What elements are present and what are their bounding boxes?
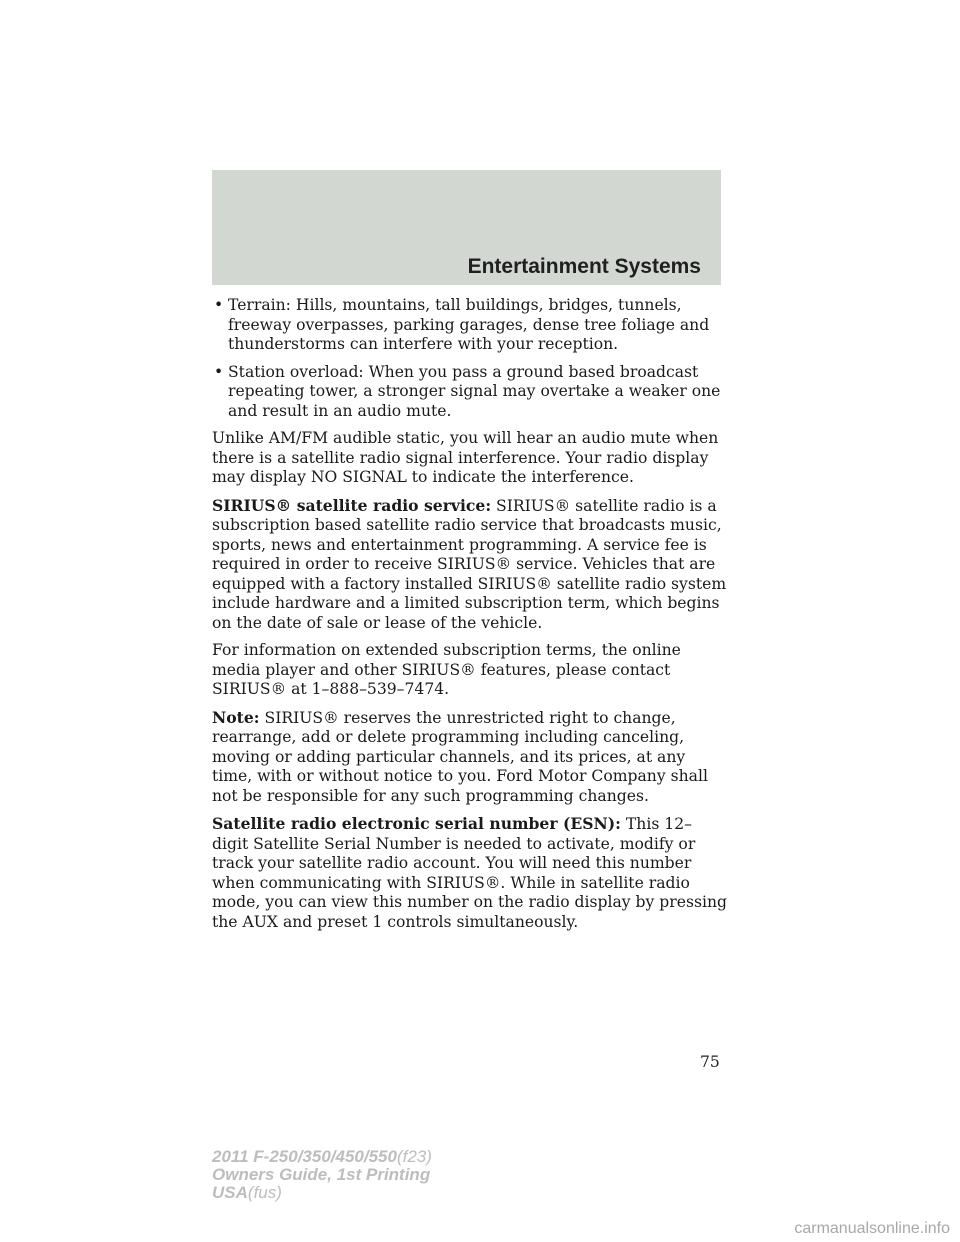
bullet-symbol: • [214, 362, 224, 381]
paragraph-text: For information on extended subscription terms, the online media player and other SIRIUS® features, please contact SIRIUS® at 1–888–539–7474. [212, 641, 681, 698]
section-header-band [212, 170, 721, 285]
paragraph-audio-mute [212, 429, 728, 488]
print-footer [212, 1148, 432, 1202]
bullet-item-station-overload [212, 363, 728, 422]
footer-model-code: (f23) [396, 1147, 432, 1166]
bullet-text: Terrain: Hills, mountains, tall buildings, bridges, tunnels, freeway overpasses, parking garages, dense tree foliage and thunderstorms can interfere with your reception. [228, 296, 710, 353]
paragraph-heading: Satellite radio electronic serial number (ESN): [212, 814, 621, 833]
paragraph-esn [212, 814, 728, 932]
paragraph-heading: Note: [212, 707, 260, 727]
bullet-list [212, 296, 728, 421]
paragraph-sirius-service [212, 496, 728, 634]
section-title: Entertainment Systems [467, 255, 701, 278]
footer-line-model [212, 1148, 432, 1166]
watermark-text: carmanualsonline.info [794, 1220, 950, 1237]
paragraph-contact-info [212, 641, 728, 700]
bullet-text: Station overload: When you pass a ground based broadcast repeating tower, a stronger signal may overtake a weaker one and result in an audio mute. [228, 362, 721, 420]
paragraph-text: SIRIUS® satellite radio is a subscription based satellite radio service that broadcasts music, sports, news and entertainment programming. A service fee is required in order to receive SIRIUS® service. Vehicles that are equipped with a factory installed SIRIUS® satellite radio system include hardware and a limited subscription term, which begins on the date of sale or lease of the vehicle. [212, 496, 727, 632]
footer-region-code: (fus) [247, 1183, 282, 1202]
footer-line-printing: Owners Guide, 1st Printing [212, 1165, 431, 1184]
paragraph-note [212, 708, 728, 807]
paragraph-heading: SIRIUS® satellite radio service: [212, 495, 492, 515]
bullet-symbol: • [214, 296, 224, 314]
bullet-item-terrain [212, 296, 728, 355]
paragraph-text: Unlike AM/FM audible static, you will hear an audio mute when there is a satellite radio signal interference. Your radio display may display NO SIGNAL to indicate the interference. [212, 429, 719, 486]
paragraph-text: This 12–digit Satellite Serial Number is needed to activate, modify or track your satellite radio account. You will need this number when communicating with SIRIUS®. While in satellite radio mode, you can view this number on the radio display by pressing the AUX and preset 1 controls simultaneously. [212, 815, 727, 931]
footer-line-region [212, 1184, 432, 1202]
page-content [212, 296, 728, 940]
footer-model: 2011 F-250/350/450/550 [212, 1147, 397, 1166]
footer-region: USA [212, 1183, 248, 1202]
page-number: 75 [700, 1053, 720, 1071]
paragraph-text: SIRIUS® reserves the unrestricted right to change, rearrange, add or delete programming including canceling, moving or adding particular channels, and its prices, at any time, with or without notice to you. Ford Motor Company shall not be responsible for any such programming changes. [212, 708, 708, 805]
